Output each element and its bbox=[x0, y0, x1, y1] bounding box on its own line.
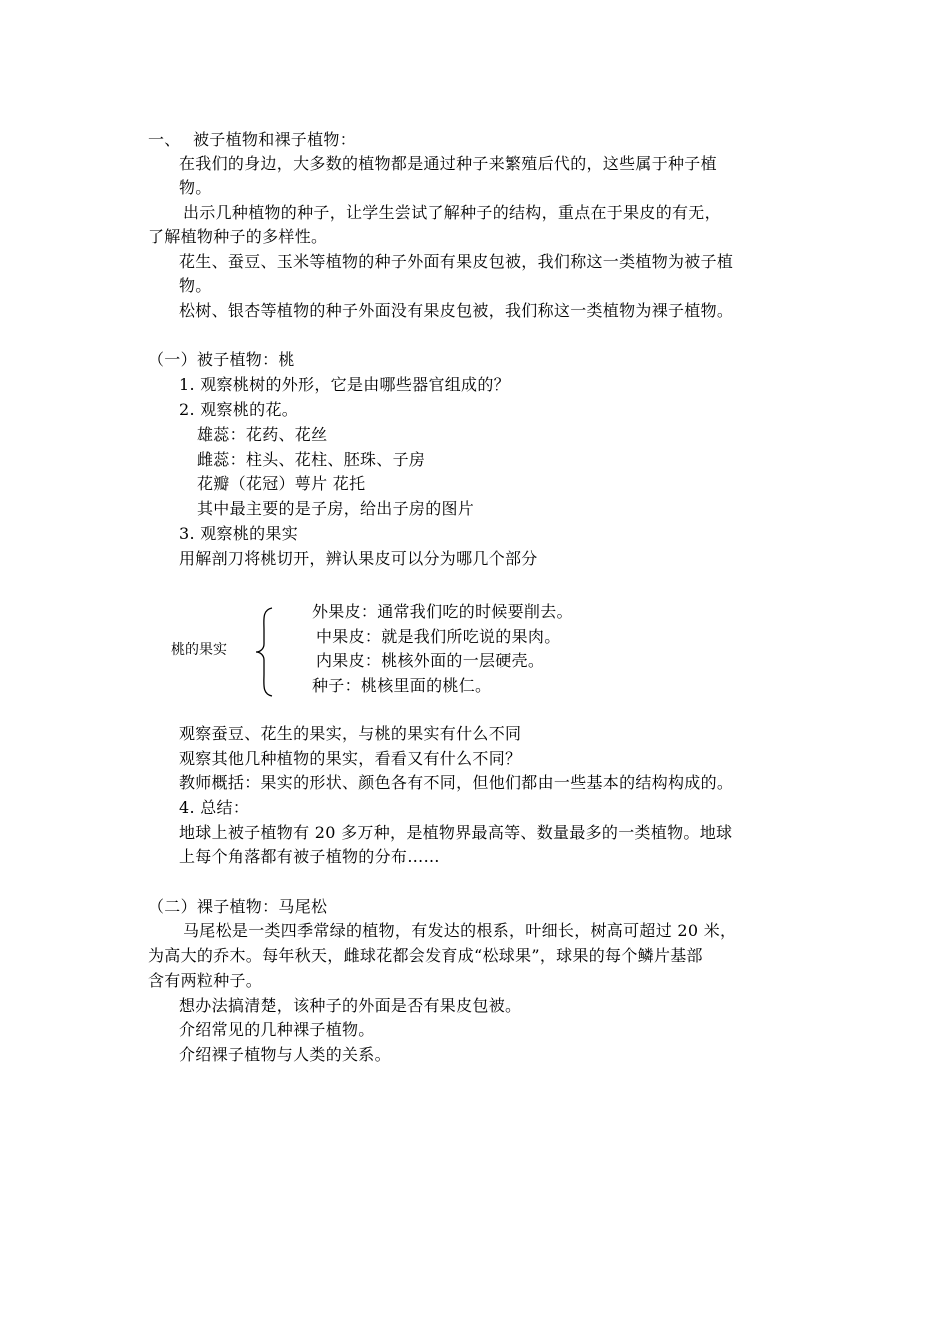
list-item: 2. 观察桃的花。 bbox=[179, 400, 299, 419]
paragraph-line: 介绍常见的几种裸子植物。 bbox=[179, 1020, 375, 1039]
fruit-part-line: 种子：桃核里面的桃仁。 bbox=[312, 676, 492, 695]
list-item: 1. 观察桃树的外形，它是由哪些器官组成的？ bbox=[179, 375, 510, 394]
flower-part-line: 雄蕊：花药、花丝 bbox=[197, 425, 328, 444]
paragraph-line: 了解植物种子的多样性。 bbox=[148, 227, 328, 246]
section-heading: 被子植物和裸子植物： bbox=[193, 130, 357, 149]
flower-part-line: 花瓣（花冠）萼片 花托 bbox=[197, 474, 366, 493]
fruit-part-line: 中果皮：就是我们所吃说的果肉。 bbox=[316, 627, 561, 646]
paragraph-line: 地球上被子植物有 20 多万种，是植物界最高等、数量最多的一类植物。地球 bbox=[179, 823, 733, 842]
paragraph-line: 含有两粒种子。 bbox=[148, 971, 263, 990]
paragraph-line: 用解剖刀将桃切开，辨认果皮可以分为哪几个部分 bbox=[179, 549, 538, 568]
list-item: 3. 观察桃的果实 bbox=[179, 524, 299, 543]
paragraph-line: 花生、蚕豆、玉米等植物的种子外面有果皮包被，我们称这一类植物为被子植 bbox=[179, 252, 734, 271]
subsection-heading: （二）裸子植物：马尾松 bbox=[148, 897, 328, 916]
paragraph-line: 观察其他几种植物的果实，看看又有什么不同？ bbox=[179, 749, 522, 768]
paragraph-line: 介绍裸子植物与人类的关系。 bbox=[179, 1045, 391, 1064]
paragraph-line: 其中最主要的是子房，给出子房的图片 bbox=[197, 499, 475, 518]
paragraph-line: 教师概括：果实的形状、颜色各有不同，但他们都由一些基本的结构构成的。 bbox=[179, 773, 734, 792]
paragraph-line: 物。 bbox=[179, 178, 212, 197]
paragraph-line: 松树、银杏等植物的种子外面没有果皮包被，我们称这一类植物为裸子植物。 bbox=[179, 301, 734, 320]
paragraph-line: 出示几种植物的种子，让学生尝试了解种子的结构，重点在于果皮的有无， bbox=[183, 203, 721, 222]
list-item: 4. 总结： bbox=[179, 798, 250, 817]
fruit-part-line: 外果皮：通常我们吃的时候要削去。 bbox=[312, 602, 573, 621]
paragraph-line: 为高大的乔木。每年秋天，雌球花都会发育成“松球果”，球果的每个鳞片基部 bbox=[148, 946, 703, 965]
paragraph-line: 在我们的身边，大多数的植物都是通过种子来繁殖后代的，这些属于种子植 bbox=[179, 154, 717, 173]
section-number: 一、 bbox=[148, 130, 181, 149]
fruit-label: 桃的果实 bbox=[171, 642, 227, 658]
paragraph-line: 观察蚕豆、花生的果实，与桃的果实有什么不同 bbox=[179, 724, 522, 743]
subsection-heading: （一）被子植物：桃 bbox=[148, 350, 295, 369]
paragraph-line: 想办法搞清楚，该种子的外面是否有果皮包被。 bbox=[179, 996, 522, 1015]
flower-part-line: 雌蕊：柱头、花柱、胚珠、子房 bbox=[197, 450, 426, 469]
curly-brace bbox=[254, 606, 276, 698]
paragraph-line: 上每个角落都有被子植物的分布…… bbox=[179, 847, 440, 866]
paragraph-line: 物。 bbox=[179, 276, 212, 295]
fruit-part-line: 内果皮：桃核外面的一层硬壳。 bbox=[316, 651, 545, 670]
paragraph-line: 马尾松是一类四季常绿的植物，有发达的根系，叶细长，树高可超过 20 米， bbox=[183, 921, 737, 940]
